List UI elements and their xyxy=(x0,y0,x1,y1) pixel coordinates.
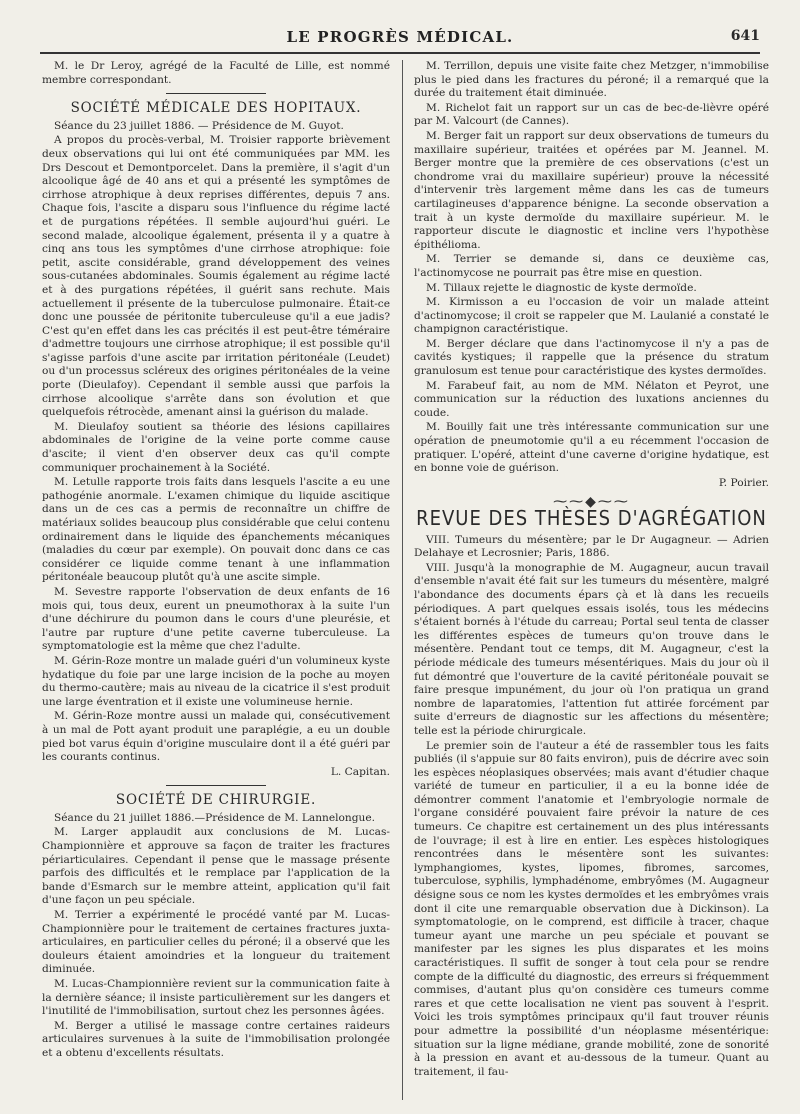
paragraph: A propos du procès-verbal, M. Troisier rapporte brièvement deux observations qui lui ont été communiquées par MM. les Drs Descout et Demontporcelet. Dans la première, il s'agit d'un alcoolique âgé de 40 ans et qui a présenté les symptômes de cirrhose atrophique à deux reprises différentes, depuis 7 ans. Chaque fois, l'ascite a disparu sous l'influence du régime lacté et de purgations répétées. Il semble aujourd'hui guéri. Le second malade, alcoolique également, présenta il y a quatre à cinq ans tous les symptômes d'une cirrhose atrophique: foie petit, ascite considérable, grand développement des veines sous-cutanées abdominales. Soumis également au régime lacté et à des purgations répétées, il guérit sans rechute. Mais actuellement il présente de la tuberculose pulmonaire. Était-ce donc une poussée de péritonite tuberculeuse qu'il a eue jadis? C'est qu'en effet dans les cas précités il est peut-être téméraire d'admettre toujours une cirrhose atrophique; il est possible qu'il s'agisse parfois d'une ascite par irritation péritonéale (Leudet) ou d'un processus scléreux des origines péritonéales de la veine porte (Dieulafoy). Cependant il semble aussi que parfois la cirrhose alcoolique s'arrête dans son évolution et que quelquefois rétrocède, amenant ainsi la guérison du malade. xyxy=(42,134,390,419)
paragraph: M. Dieulafoy soutient sa théorie des lésions capillaires abdominales de l'origine de la veine porte comme cause d'ascite; il vient d'en observer deux cas qu'il compte communiquer prochainement à la Société. xyxy=(42,420,390,474)
paragraph: M. Kirmisson a eu l'occasion de voir un malade atteint d'actinomycose; il croit se rappeler que M. Laulanié a constaté le champignon caractéristique. xyxy=(414,296,769,336)
paragraph: M. Gérin-Roze montre aussi un malade qui, consécutivement à un mal de Pott ayant produit une paraplégie, a eu un double pied bot varus équin d'origine musculaire dont il a été guéri par les courants continus. xyxy=(42,710,390,764)
journal-title: LE PROGRÈS MÉDICAL. xyxy=(286,28,514,46)
author-signature: L. Capitan. xyxy=(330,765,390,778)
ornament-divider: ⁓⁓◆⁓⁓ xyxy=(553,494,630,511)
section-title-chirurgie: SOCIÉTÉ DE CHIRURGIE. xyxy=(115,792,317,809)
book-entry: VIII. Tumeurs du mésentère; par le Dr Augagneur. — Adrien Delahaye et Lecrosnier; Paris, 1886. xyxy=(414,533,769,560)
section-rule xyxy=(166,785,266,786)
header-rule xyxy=(40,52,760,54)
paragraph: M. Letulle rapporte trois faits dans lesquels l'ascite a eu une pathogénie anormale. L'examen chimique du liquide ascitique dans un de ces cas a permis de reconnaître un chiffre de matériaux solides beaucoup plus considérable que celui contenu ordinairement dans le liquide des épanchements mécaniques (maladies du cœur par exemple). On pouvait donc dans ce cas considérer ce liquide comme tenant à une inflammation péritonéale beaucoup plutôt qu'à une ascite simple. xyxy=(42,476,390,584)
session-line: Séance du 21 juillet 1886.—Présidence de M. Lannelongue. xyxy=(54,811,375,824)
session-line: Séance du 23 juillet 1886. — Présidence de M. Guyot. xyxy=(54,119,344,132)
section-title-hopitaux: SOCIÉTÉ MÉDICALE DES HOPITAUX. xyxy=(70,100,362,117)
paragraph: M. Berger a utilisé le massage contre certaines raideurs articulaires survenues à la suite de l'immobilisation prolongée et a obtenu d'excellents résultats. xyxy=(42,1019,390,1059)
paragraph: M. Tillaux rejette le diagnostic de kyste dermoïde. xyxy=(426,281,697,294)
paragraph: M. Richelot fait un rapport sur un cas de bec-de-lièvre opéré par M. Valcourt (de Cannes). xyxy=(414,101,769,128)
running-head xyxy=(40,28,760,48)
section-rule xyxy=(166,93,266,94)
paragraph: M. Larger applaudit aux conclusions de M. Lucas-Championnière et approuve sa façon de traiter les fractures périarticulaires. Cependant il pense que le massage présente parfois des difficultés et le remplace par l'application de la bande d'Esmarch sur le membre atteint, application qu'il fait d'une façon un peu spéciale. xyxy=(42,826,390,907)
column-divider xyxy=(402,60,403,1100)
paragraph: M. Sevestre rapporte l'observation de deux enfants de 16 mois qui, tous deux, eurent un pneumothorax à la suite l'un d'une déchirure du poumon dans le cours d'une pleurésie, et l'autre par rupture d'une petite caverne tuberculeuse. La symptomatologie est la même que chez l'adulte. xyxy=(42,585,390,653)
paragraph: Le premier soin de l'auteur a été de rassembler tous les faits publiés (il s'appuie sur 80 faits environ), puis de décrire avec soin les espèces néoplasiques observées; mais avant d'étudier chaque variété de tumeur en particulier, il a eu la bonne idée de démontrer comment l'anatomie et l'embryologie normale de l'organe considéré pouvaient faire prévoir la nature de ces tumeurs. Ce chapitre est certainement un des plus intéressants de l'ouvrage; il est à lire en entier. Les espèces histologiques rencontrées dans le mésentère sont les suivantes: lymphangiomes, kystes, lipomes, fibromes, sarcomes, tuberculose, syphilis, lymphadénome, embryômes (M. Augagneur désigne sous ce nom les kystes dermoïdes et les embryômes vrais dont il cite une remarquable observation due à Dickinson). La symptomatologie, on le comprend, est difficile à tracer, chaque tumeur ayant une marche un peu spéciale et pouvant se manifester par les signes les plus disparates et les moins caractéristiques. Il suffit de songer à tout cela pour se rendre compte de la difficulté du diagnostic, des erreurs si fréquemment commises, d'autant plus qu'on considère ces tumeurs comme rares et que cette localisation ne vient pas souvent à l'esprit. Voici les trois symptômes principaux qu'il faut trouver réunis pour admettre la possibilité d'un néoplasme mésentérique: situation sur la ligne médiane, grande mobilité, zone de sonorité à la pression en avant et au-dessous de la tumeur. Quant au traitement, il fau- xyxy=(414,739,769,1078)
revue-title: REVUE DES THÈSES D'AGRÉGATION xyxy=(416,506,767,530)
nomination-notice: M. le Dr Leroy, agrégé de la Faculté de Lille, est nommé membre correspondant. xyxy=(42,60,390,86)
author-signature: P. Poirier. xyxy=(718,476,769,489)
paragraph: M. Terrillon, depuis une visite faite chez Metzger, n'immobilise plus le pied dans les fractures du péroné; il a remarqué que la durée du traitement était diminuée. xyxy=(414,60,769,100)
paragraph: M. Farabeuf fait, au nom de MM. Nélaton et Peyrot, une communication sur la réduction des luxations anciennes du coude. xyxy=(414,379,769,419)
paragraph: M. Terrier se demande si, dans ce deuxième cas, l'actinomycose ne pourrait pas être mise en question. xyxy=(414,253,769,279)
page-number: 641 xyxy=(730,28,760,44)
paragraph: M. Berger déclare que dans l'actinomycose il n'y a pas de cavités kystiques; il rappelle que la présence du stratum granulosum est tenue pour caractéristique des kystes dermoïdes. xyxy=(414,337,769,378)
paragraph: M. Lucas-Championnière revient sur la communication faite à la dernière séance; il insiste particulièrement sur les dangers et l'inutilité de l'immobilisation, surtout chez les personnes âgées. xyxy=(42,978,390,1018)
paragraph: M. Gérin-Roze montre un malade guéri d'un volumineux kyste hydatique du foie par une large incision de la poche au moyen du thermo-cautère; mais au niveau de la cicatrice il s'est produit une large éventration et il existe une volumineuse hernie. xyxy=(42,654,390,708)
paragraph: VIII. Jusqu'à la monographie de M. Augagneur, aucun travail d'ensemble n'avait été fait sur les tumeurs du mésentère, malgré l'abondance des documents épars çà et là dans les recueils périodiques. A part quelques essais isolés, tous les médecins s'étaient bornés à l'étude du carreau; Portal seul tenta de classer les différentes espèces de tumeurs qu'on trouve dans le mésentère. Pendant tout ce temps, dit M. Augagneur, c'est la période médicale des tumeurs mésentériques. Mais du jour où il fut démontré que l'ouverture de la cavité péritonéale pouvait se faire presque impunément, du jour où l'on pratiqua un grand nombre de laparatomies, l'attention fut attirée forcément par suite d'erreurs de diagnostic sur les affections du mésentère; telle est la période chirurgicale. xyxy=(414,561,769,737)
paragraph: M. Berger fait un rapport sur deux observations de tumeurs du maxillaire supérieur, traitées et opérées par M. Jeannel. M. Berger montre que la première de ces observations (c'est un chondrome vrai du maxillaire supérieur) prouve la nécessité d'intervenir très largement même dans les cas de tumeurs cartilagineuses d'apparence bénigne. La seconde observation a trait à un kyste dermoïde du maxillaire supérieur. M. le rapporteur discute le diagnostic et incline vers l'hypothèse épithélioma. xyxy=(414,129,769,251)
paragraph: M. Bouilly fait une très intéressante communication sur une opération de pneumotomie qu'il a eu récemment l'occasion de pratiquer. L'opéré, atteint d'une caverne d'origine hydatique, est en bonne voie de guérison. xyxy=(414,421,769,475)
right-column xyxy=(414,60,769,1110)
paragraph: M. Terrier a expérimenté le procédé vanté par M. Lucas-Championnière pour le traitement de certaines fractures juxta-articulaires, en particulier celles du péroné; il a observé que les douleurs étaient amoindries et la longueur du traitement diminuée. xyxy=(42,909,390,976)
left-column xyxy=(42,60,390,1110)
